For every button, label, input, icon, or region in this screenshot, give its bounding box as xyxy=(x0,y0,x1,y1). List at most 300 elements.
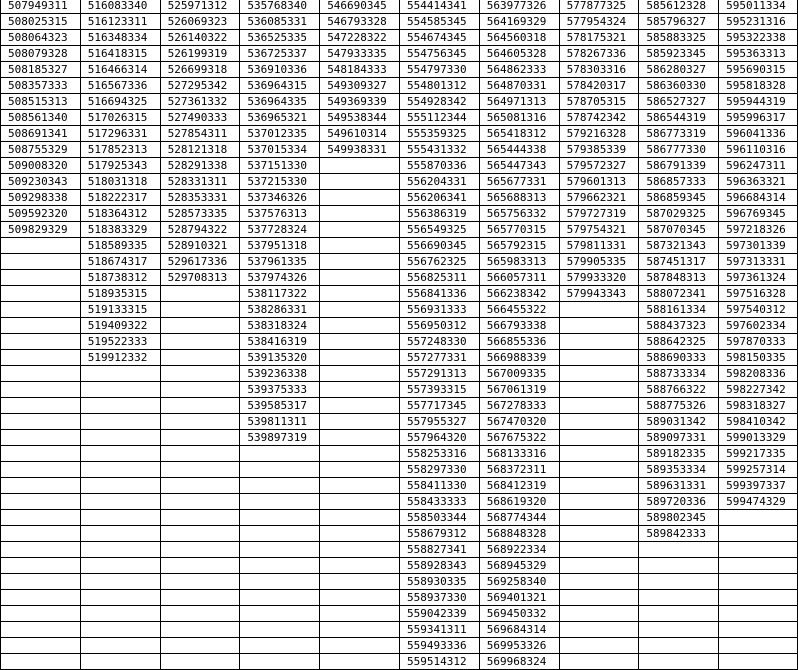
table-cell[interactable]: 585883325 xyxy=(639,30,719,46)
table-cell[interactable]: 596247311 xyxy=(719,158,798,174)
table-cell[interactable]: 587451317 xyxy=(639,254,719,270)
table-cell[interactable]: 596041336 xyxy=(719,126,798,142)
table-cell[interactable]: 566455322 xyxy=(479,302,559,318)
table-cell[interactable] xyxy=(1,510,81,526)
table-cell[interactable]: 507949311 xyxy=(1,0,81,14)
table-cell[interactable] xyxy=(80,558,160,574)
table-cell[interactable]: 527854311 xyxy=(160,126,240,142)
table-cell[interactable]: 528331311 xyxy=(160,174,240,190)
table-cell[interactable]: 596110316 xyxy=(719,142,798,158)
table-cell[interactable] xyxy=(320,574,400,590)
table-cell[interactable] xyxy=(240,510,320,526)
table-cell[interactable]: 554797330 xyxy=(399,62,479,78)
table-cell[interactable] xyxy=(719,590,798,606)
table-cell[interactable]: 555359325 xyxy=(399,126,479,142)
table-cell[interactable]: 556690345 xyxy=(399,238,479,254)
table-cell[interactable] xyxy=(559,446,639,462)
table-cell[interactable] xyxy=(1,270,81,286)
table-cell[interactable]: 516418315 xyxy=(80,46,160,62)
table-cell[interactable] xyxy=(320,638,400,654)
table-cell[interactable]: 565444338 xyxy=(479,142,559,158)
table-cell[interactable] xyxy=(160,622,240,638)
table-cell[interactable]: 569684314 xyxy=(479,622,559,638)
table-cell[interactable] xyxy=(1,494,81,510)
table-cell[interactable]: 536965321 xyxy=(240,110,320,126)
table-cell[interactable] xyxy=(80,526,160,542)
table-cell[interactable] xyxy=(240,574,320,590)
table-cell[interactable] xyxy=(719,510,798,526)
table-cell[interactable] xyxy=(320,254,400,270)
table-cell[interactable]: 516083340 xyxy=(80,0,160,14)
table-cell[interactable] xyxy=(719,526,798,542)
table-cell[interactable] xyxy=(80,414,160,430)
table-cell[interactable]: 526699318 xyxy=(160,62,240,78)
table-cell[interactable]: 579601313 xyxy=(559,174,639,190)
table-cell[interactable] xyxy=(559,350,639,366)
table-cell[interactable]: 519409322 xyxy=(80,318,160,334)
table-cell[interactable]: 579933320 xyxy=(559,270,639,286)
table-cell[interactable]: 577877325 xyxy=(559,0,639,14)
table-cell[interactable] xyxy=(639,606,719,622)
table-cell[interactable]: 554585345 xyxy=(399,14,479,30)
table-cell[interactable]: 537215330 xyxy=(240,174,320,190)
table-cell[interactable]: 519133315 xyxy=(80,302,160,318)
table-cell[interactable] xyxy=(320,302,400,318)
table-cell[interactable] xyxy=(320,526,400,542)
table-cell[interactable]: 508755329 xyxy=(1,142,81,158)
table-cell[interactable]: 579662321 xyxy=(559,190,639,206)
table-cell[interactable]: 516123311 xyxy=(80,14,160,30)
table-cell[interactable]: 579216328 xyxy=(559,126,639,142)
table-cell[interactable]: 537951318 xyxy=(240,238,320,254)
table-cell[interactable]: 539897319 xyxy=(240,430,320,446)
table-cell[interactable] xyxy=(160,382,240,398)
table-cell[interactable]: 586791339 xyxy=(639,158,719,174)
table-cell[interactable]: 517296331 xyxy=(80,126,160,142)
table-cell[interactable] xyxy=(160,366,240,382)
table-cell[interactable]: 537151330 xyxy=(240,158,320,174)
table-cell[interactable] xyxy=(320,366,400,382)
table-cell[interactable]: 554414341 xyxy=(399,0,479,14)
table-cell[interactable] xyxy=(80,494,160,510)
table-cell[interactable]: 555431332 xyxy=(399,142,479,158)
table-cell[interactable]: 599013329 xyxy=(719,430,798,446)
table-cell[interactable]: 589353334 xyxy=(639,462,719,478)
table-cell[interactable]: 568372311 xyxy=(479,462,559,478)
table-cell[interactable] xyxy=(320,382,400,398)
table-cell[interactable]: 596363321 xyxy=(719,174,798,190)
table-cell[interactable] xyxy=(559,622,639,638)
table-cell[interactable]: 567675322 xyxy=(479,430,559,446)
table-cell[interactable]: 537576313 xyxy=(240,206,320,222)
table-cell[interactable]: 568945329 xyxy=(479,558,559,574)
table-cell[interactable]: 539811311 xyxy=(240,414,320,430)
table-cell[interactable]: 597313331 xyxy=(719,254,798,270)
table-cell[interactable]: 557955327 xyxy=(399,414,479,430)
table-cell[interactable]: 597516328 xyxy=(719,286,798,302)
table-cell[interactable]: 565677331 xyxy=(479,174,559,190)
table-cell[interactable]: 595322338 xyxy=(719,30,798,46)
table-cell[interactable]: 525971312 xyxy=(160,0,240,14)
table-cell[interactable] xyxy=(80,462,160,478)
table-cell[interactable] xyxy=(160,430,240,446)
table-cell[interactable] xyxy=(160,302,240,318)
table-cell[interactable] xyxy=(559,558,639,574)
table-cell[interactable] xyxy=(80,654,160,670)
table-cell[interactable] xyxy=(1,366,81,382)
table-cell[interactable]: 536525335 xyxy=(240,30,320,46)
table-cell[interactable]: 549369339 xyxy=(320,94,400,110)
table-cell[interactable] xyxy=(559,574,639,590)
table-cell[interactable] xyxy=(320,430,400,446)
table-cell[interactable] xyxy=(1,558,81,574)
table-cell[interactable]: 518222317 xyxy=(80,190,160,206)
table-cell[interactable] xyxy=(1,446,81,462)
table-cell[interactable]: 558827341 xyxy=(399,542,479,558)
table-cell[interactable] xyxy=(320,238,400,254)
table-cell[interactable] xyxy=(80,478,160,494)
table-cell[interactable]: 599257314 xyxy=(719,462,798,478)
table-cell[interactable]: 537012335 xyxy=(240,126,320,142)
table-cell[interactable]: 598227342 xyxy=(719,382,798,398)
table-cell[interactable]: 585612328 xyxy=(639,0,719,14)
table-cell[interactable] xyxy=(320,398,400,414)
table-cell[interactable]: 554801312 xyxy=(399,78,479,94)
table-cell[interactable]: 518031318 xyxy=(80,174,160,190)
table-cell[interactable] xyxy=(639,542,719,558)
table-cell[interactable] xyxy=(559,526,639,542)
table-cell[interactable]: 588775326 xyxy=(639,398,719,414)
table-cell[interactable]: 549610314 xyxy=(320,126,400,142)
table-cell[interactable]: 564605328 xyxy=(479,46,559,62)
table-cell[interactable]: 566057311 xyxy=(479,270,559,286)
table-cell[interactable]: 528573335 xyxy=(160,206,240,222)
table-cell[interactable] xyxy=(719,574,798,590)
table-cell[interactable]: 578420317 xyxy=(559,78,639,94)
table-cell[interactable] xyxy=(320,590,400,606)
table-cell[interactable]: 567009335 xyxy=(479,366,559,382)
table-cell[interactable]: 595011334 xyxy=(719,0,798,14)
table-cell[interactable]: 599217335 xyxy=(719,446,798,462)
table-cell[interactable]: 516348334 xyxy=(80,30,160,46)
table-cell[interactable]: 588437323 xyxy=(639,318,719,334)
table-cell[interactable]: 585923345 xyxy=(639,46,719,62)
table-cell[interactable] xyxy=(1,542,81,558)
table-cell[interactable] xyxy=(559,638,639,654)
table-cell[interactable] xyxy=(1,334,81,350)
table-cell[interactable]: 568922334 xyxy=(479,542,559,558)
table-cell[interactable] xyxy=(160,654,240,670)
table-cell[interactable]: 588690333 xyxy=(639,350,719,366)
table-cell[interactable] xyxy=(320,446,400,462)
table-cell[interactable]: 508357333 xyxy=(1,78,81,94)
table-cell[interactable] xyxy=(320,462,400,478)
table-cell[interactable] xyxy=(1,654,81,670)
table-cell[interactable] xyxy=(1,302,81,318)
table-cell[interactable]: 588072341 xyxy=(639,286,719,302)
table-cell[interactable]: 564870331 xyxy=(479,78,559,94)
table-cell[interactable]: 556549325 xyxy=(399,222,479,238)
table-cell[interactable] xyxy=(559,398,639,414)
table-cell[interactable]: 538318324 xyxy=(240,318,320,334)
table-cell[interactable] xyxy=(719,638,798,654)
table-cell[interactable]: 517026315 xyxy=(80,110,160,126)
table-cell[interactable]: 509298338 xyxy=(1,190,81,206)
table-cell[interactable]: 508515313 xyxy=(1,94,81,110)
table-cell[interactable] xyxy=(240,462,320,478)
table-cell[interactable] xyxy=(160,590,240,606)
table-cell[interactable] xyxy=(240,446,320,462)
table-cell[interactable]: 526199319 xyxy=(160,46,240,62)
table-cell[interactable] xyxy=(320,414,400,430)
table-cell[interactable]: 596769345 xyxy=(719,206,798,222)
table-cell[interactable]: 595363313 xyxy=(719,46,798,62)
table-cell[interactable]: 564971313 xyxy=(479,94,559,110)
table-cell[interactable]: 519522333 xyxy=(80,334,160,350)
table-cell[interactable]: 527295342 xyxy=(160,78,240,94)
table-cell[interactable]: 586527327 xyxy=(639,94,719,110)
table-cell[interactable]: 598150335 xyxy=(719,350,798,366)
table-cell[interactable] xyxy=(240,638,320,654)
table-cell[interactable]: 559042339 xyxy=(399,606,479,622)
table-cell[interactable]: 558937330 xyxy=(399,590,479,606)
table-cell[interactable] xyxy=(240,622,320,638)
table-cell[interactable] xyxy=(1,254,81,270)
table-cell[interactable]: 518364312 xyxy=(80,206,160,222)
table-cell[interactable]: 509008320 xyxy=(1,158,81,174)
table-cell[interactable]: 597301339 xyxy=(719,238,798,254)
table-cell[interactable] xyxy=(1,414,81,430)
table-cell[interactable]: 595996317 xyxy=(719,110,798,126)
table-cell[interactable]: 528910321 xyxy=(160,238,240,254)
table-cell[interactable]: 554928342 xyxy=(399,94,479,110)
table-cell[interactable] xyxy=(160,606,240,622)
table-cell[interactable] xyxy=(559,590,639,606)
table-cell[interactable]: 595231316 xyxy=(719,14,798,30)
table-cell[interactable] xyxy=(559,606,639,622)
table-cell[interactable]: 569953326 xyxy=(479,638,559,654)
table-cell[interactable]: 549538344 xyxy=(320,110,400,126)
table-cell[interactable]: 518738312 xyxy=(80,270,160,286)
table-cell[interactable]: 586777330 xyxy=(639,142,719,158)
table-cell[interactable] xyxy=(1,238,81,254)
table-cell[interactable]: 558297330 xyxy=(399,462,479,478)
table-cell[interactable] xyxy=(559,494,639,510)
table-cell[interactable]: 556206341 xyxy=(399,190,479,206)
table-cell[interactable]: 588642325 xyxy=(639,334,719,350)
table-cell[interactable]: 589802345 xyxy=(639,510,719,526)
table-cell[interactable] xyxy=(719,622,798,638)
table-cell[interactable]: 537015334 xyxy=(240,142,320,158)
table-cell[interactable]: 557717345 xyxy=(399,398,479,414)
table-cell[interactable]: 568848328 xyxy=(479,526,559,542)
table-cell[interactable]: 579385339 xyxy=(559,142,639,158)
table-cell[interactable] xyxy=(80,398,160,414)
table-cell[interactable]: 598318327 xyxy=(719,398,798,414)
table-cell[interactable] xyxy=(1,526,81,542)
table-cell[interactable]: 595818328 xyxy=(719,78,798,94)
table-cell[interactable]: 569968324 xyxy=(479,654,559,670)
table-cell[interactable]: 508185327 xyxy=(1,62,81,78)
table-cell[interactable] xyxy=(1,590,81,606)
table-cell[interactable]: 587029325 xyxy=(639,206,719,222)
table-cell[interactable] xyxy=(1,622,81,638)
table-cell[interactable] xyxy=(320,174,400,190)
table-cell[interactable]: 518589335 xyxy=(80,238,160,254)
table-cell[interactable] xyxy=(559,430,639,446)
table-cell[interactable] xyxy=(160,494,240,510)
table-cell[interactable] xyxy=(559,478,639,494)
table-cell[interactable]: 587070345 xyxy=(639,222,719,238)
table-cell[interactable] xyxy=(80,510,160,526)
table-cell[interactable] xyxy=(160,334,240,350)
table-cell[interactable]: 539375333 xyxy=(240,382,320,398)
table-cell[interactable] xyxy=(80,590,160,606)
table-cell[interactable] xyxy=(160,558,240,574)
table-cell[interactable]: 566238342 xyxy=(479,286,559,302)
table-cell[interactable]: 586544319 xyxy=(639,110,719,126)
table-cell[interactable]: 549309327 xyxy=(320,78,400,94)
table-cell[interactable] xyxy=(719,558,798,574)
table-cell[interactable]: 569450332 xyxy=(479,606,559,622)
table-cell[interactable]: 599397337 xyxy=(719,478,798,494)
table-cell[interactable] xyxy=(240,606,320,622)
table-cell[interactable] xyxy=(160,286,240,302)
table-cell[interactable]: 568133316 xyxy=(479,446,559,462)
table-cell[interactable]: 547228322 xyxy=(320,30,400,46)
table-cell[interactable] xyxy=(719,654,798,670)
table-cell[interactable]: 588161334 xyxy=(639,302,719,318)
table-cell[interactable] xyxy=(320,654,400,670)
table-cell[interactable]: 548184333 xyxy=(320,62,400,78)
table-cell[interactable]: 554756345 xyxy=(399,46,479,62)
table-cell[interactable]: 578303316 xyxy=(559,62,639,78)
table-cell[interactable]: 557248330 xyxy=(399,334,479,350)
table-cell[interactable]: 559514312 xyxy=(399,654,479,670)
table-cell[interactable] xyxy=(320,334,400,350)
table-cell[interactable] xyxy=(1,478,81,494)
table-cell[interactable] xyxy=(1,398,81,414)
table-cell[interactable]: 565081316 xyxy=(479,110,559,126)
table-cell[interactable]: 558928343 xyxy=(399,558,479,574)
table-cell[interactable]: 579754321 xyxy=(559,222,639,238)
table-cell[interactable]: 518674317 xyxy=(80,254,160,270)
table-cell[interactable]: 518935315 xyxy=(80,286,160,302)
table-cell[interactable]: 527361332 xyxy=(160,94,240,110)
table-cell[interactable]: 526140322 xyxy=(160,30,240,46)
table-cell[interactable] xyxy=(320,622,400,638)
table-cell[interactable]: 556841336 xyxy=(399,286,479,302)
table-cell[interactable]: 565792315 xyxy=(479,238,559,254)
table-cell[interactable]: 588766322 xyxy=(639,382,719,398)
table-cell[interactable]: 538416319 xyxy=(240,334,320,350)
table-cell[interactable]: 558433333 xyxy=(399,494,479,510)
table-cell[interactable] xyxy=(559,462,639,478)
table-cell[interactable]: 536910336 xyxy=(240,62,320,78)
table-cell[interactable]: 509230343 xyxy=(1,174,81,190)
table-cell[interactable]: 557277331 xyxy=(399,350,479,366)
table-cell[interactable] xyxy=(240,558,320,574)
table-cell[interactable]: 578705315 xyxy=(559,94,639,110)
table-cell[interactable]: 539236338 xyxy=(240,366,320,382)
table-cell[interactable]: 565756332 xyxy=(479,206,559,222)
table-cell[interactable]: 579943343 xyxy=(559,286,639,302)
table-cell[interactable]: 556386319 xyxy=(399,206,479,222)
table-cell[interactable] xyxy=(559,654,639,670)
table-cell[interactable] xyxy=(160,542,240,558)
table-cell[interactable]: 595944319 xyxy=(719,94,798,110)
table-cell[interactable]: 564862333 xyxy=(479,62,559,78)
table-cell[interactable] xyxy=(1,574,81,590)
table-cell[interactable]: 508561340 xyxy=(1,110,81,126)
table-cell[interactable]: 564560318 xyxy=(479,30,559,46)
table-cell[interactable]: 566793338 xyxy=(479,318,559,334)
table-cell[interactable] xyxy=(1,318,81,334)
table-cell[interactable]: 578267336 xyxy=(559,46,639,62)
table-cell[interactable]: 546690345 xyxy=(320,0,400,14)
table-cell[interactable] xyxy=(559,382,639,398)
table-cell[interactable]: 528794322 xyxy=(160,222,240,238)
table-cell[interactable] xyxy=(639,558,719,574)
table-cell[interactable] xyxy=(320,286,400,302)
table-cell[interactable]: 555870336 xyxy=(399,158,479,174)
table-cell[interactable]: 569258340 xyxy=(479,574,559,590)
table-cell[interactable]: 568619320 xyxy=(479,494,559,510)
table-cell[interactable]: 597218326 xyxy=(719,222,798,238)
table-cell[interactable] xyxy=(160,462,240,478)
table-cell[interactable] xyxy=(160,414,240,430)
table-cell[interactable] xyxy=(559,302,639,318)
table-cell[interactable]: 556950312 xyxy=(399,318,479,334)
table-cell[interactable]: 589097331 xyxy=(639,430,719,446)
table-cell[interactable]: 508064323 xyxy=(1,30,81,46)
table-cell[interactable] xyxy=(1,638,81,654)
table-cell[interactable] xyxy=(320,350,400,366)
table-cell[interactable] xyxy=(559,510,639,526)
table-cell[interactable]: 559493336 xyxy=(399,638,479,654)
table-cell[interactable]: 528291338 xyxy=(160,158,240,174)
table-cell[interactable] xyxy=(320,222,400,238)
table-cell[interactable] xyxy=(160,526,240,542)
table-cell[interactable]: 537961335 xyxy=(240,254,320,270)
table-cell[interactable] xyxy=(320,158,400,174)
table-cell[interactable]: 528121318 xyxy=(160,142,240,158)
table-cell[interactable]: 558679312 xyxy=(399,526,479,542)
table-cell[interactable]: 516694325 xyxy=(80,94,160,110)
table-cell[interactable] xyxy=(160,398,240,414)
table-cell[interactable] xyxy=(80,366,160,382)
table-cell[interactable]: 566855336 xyxy=(479,334,559,350)
table-cell[interactable]: 535768340 xyxy=(240,0,320,14)
table-cell[interactable]: 578742342 xyxy=(559,110,639,126)
table-cell[interactable] xyxy=(719,606,798,622)
table-cell[interactable]: 563977326 xyxy=(479,0,559,14)
table-cell[interactable] xyxy=(320,558,400,574)
table-cell[interactable]: 529617336 xyxy=(160,254,240,270)
table-cell[interactable] xyxy=(240,526,320,542)
table-cell[interactable]: 596684314 xyxy=(719,190,798,206)
table-cell[interactable]: 528353331 xyxy=(160,190,240,206)
table-cell[interactable] xyxy=(559,318,639,334)
table-cell[interactable]: 509829329 xyxy=(1,222,81,238)
table-cell[interactable]: 597361324 xyxy=(719,270,798,286)
table-cell[interactable] xyxy=(1,606,81,622)
table-cell[interactable] xyxy=(160,350,240,366)
table-cell[interactable]: 586859345 xyxy=(639,190,719,206)
table-cell[interactable]: 537728324 xyxy=(240,222,320,238)
table-cell[interactable]: 597602334 xyxy=(719,318,798,334)
table-cell[interactable]: 589720336 xyxy=(639,494,719,510)
